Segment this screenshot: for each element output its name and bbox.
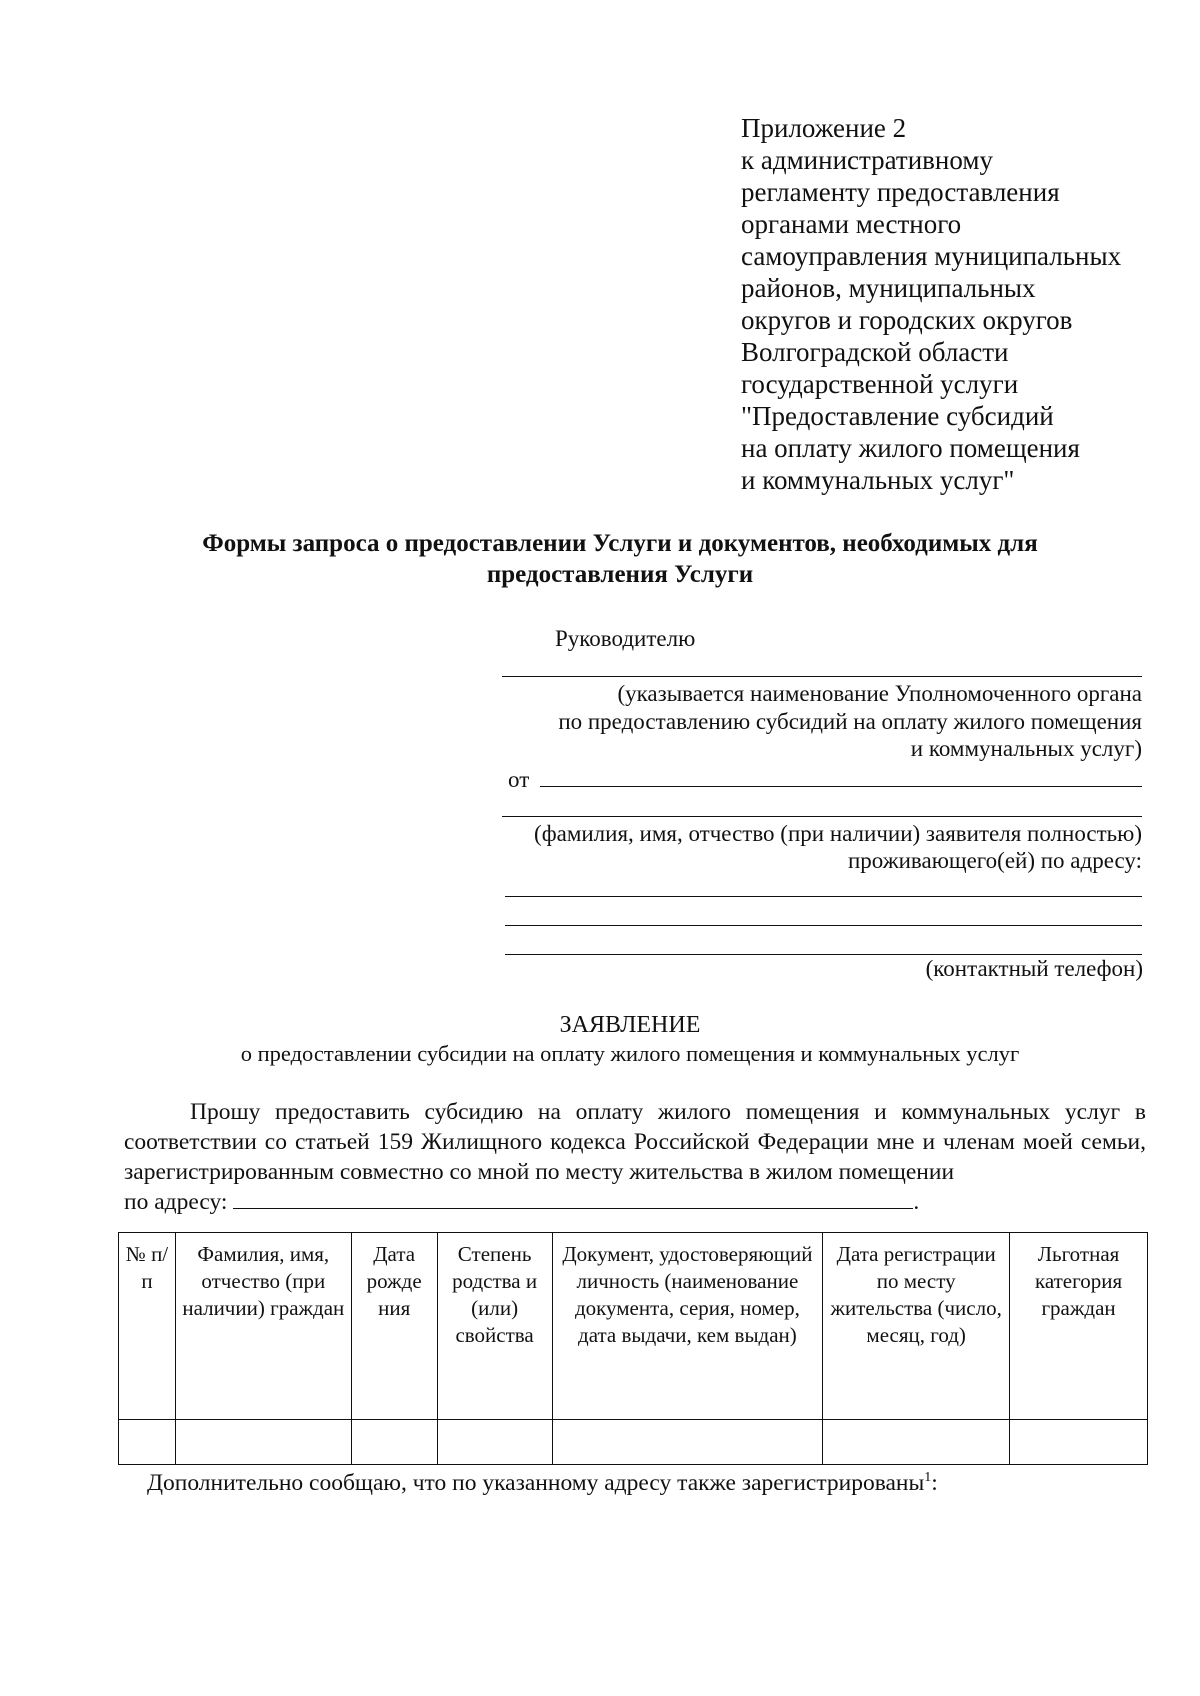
statement-heading: ЗАЯВЛЕНИЕ — [559, 1012, 701, 1038]
appendix-line: регламенту предоставления — [741, 177, 1060, 207]
organ-hint-1: (указывается наименование Уполномоченного органа — [617, 681, 1142, 706]
appendix-line: округов и городских округов — [741, 305, 1073, 335]
phone-hint: (контактный телефон) — [925, 956, 1143, 981]
statement-address-row — [124, 1187, 1146, 1217]
column-header: Степень родства и (или) свойства — [437, 1233, 552, 1420]
column-header: Дата рожде ния — [351, 1233, 437, 1420]
appendix-line: органами местного — [741, 209, 962, 239]
additional-suffix: : — [931, 1470, 938, 1496]
statement-subheading: о предоставлении субсидии на оплату жилого помещения и коммунальных услуг — [240, 1041, 1020, 1066]
column-header: Документ, удостоверяющий личность (наименование документа, серия, номер, дата выдачи, кем выдан) — [552, 1233, 823, 1420]
addressee-to: Руководителю — [555, 626, 696, 651]
statement-body — [124, 1097, 1146, 1217]
organ-name-field[interactable] — [502, 676, 1142, 677]
statement-text: Прошу предоставить субсидию на оплату жилого помещения и коммунальных услуг в соответствии со статьей 159 Жилищного кодекса Российской Федерации мне и членам моей семьи, зарегистрированным совместно со мной по месту жительства в жилом помещении — [124, 1099, 1146, 1185]
organ-hint-3: и коммунальных услуг) — [910, 736, 1142, 761]
applicant-name-field[interactable] — [540, 786, 1142, 787]
form-title-line-2: предоставления Услуги — [486, 561, 754, 588]
table-row — [119, 1420, 1148, 1465]
table-cell[interactable] — [823, 1420, 1010, 1465]
appendix-line: районов, муниципальных — [741, 273, 1036, 303]
column-header: № п/п — [119, 1233, 176, 1420]
appendix-line: государственной услуги — [741, 369, 1019, 399]
applicant-name-field-2[interactable] — [502, 816, 1142, 817]
appendix-line: и коммунальных услуг" — [741, 465, 1015, 495]
column-header: Льготная категория граждан — [1010, 1233, 1148, 1420]
appendix-line: самоуправления муниципальных — [741, 241, 1122, 271]
appendix-line: "Предоставление субсидий — [741, 401, 1054, 431]
appendix-line: на оплату жилого помещения — [741, 433, 1080, 463]
appendix-line: Волгоградской области — [741, 337, 1009, 367]
table-cell[interactable] — [175, 1420, 351, 1465]
table-header-row — [119, 1233, 1148, 1420]
table-cell[interactable] — [552, 1420, 823, 1465]
statement-address-end: . — [913, 1189, 920, 1215]
from-label: от — [508, 767, 530, 792]
name-hint: (фамилия, имя, отчество (при наличии) заявителя полностью) — [534, 821, 1142, 846]
table-cell[interactable] — [119, 1420, 176, 1465]
statement-address-field[interactable] — [233, 1188, 913, 1209]
footnote-mark: 1 — [924, 1470, 932, 1486]
appendix-line: Приложение 2 — [741, 113, 907, 143]
family-members-table — [118, 1232, 1148, 1465]
additional-info — [147, 1470, 938, 1497]
table-cell[interactable] — [351, 1420, 437, 1465]
column-header: Дата регистрации по месту жительства (число, месяц, год) — [823, 1233, 1010, 1420]
organ-hint-2: по предоставлению субсидий на оплату жилого помещения — [558, 709, 1142, 734]
form-title — [120, 528, 1120, 590]
appendix-block — [741, 112, 1121, 496]
column-header: Фамилия, имя, отчество (при наличии) граждан — [175, 1233, 351, 1420]
appendix-line: к административному — [741, 145, 993, 175]
statement-address-label: по адресу: — [124, 1189, 228, 1215]
address-label: проживающего(ей) по адресу: — [848, 848, 1142, 873]
form-title-line-1: Формы запроса о предоставлении Услуги и документов, необходимых для — [202, 530, 1038, 557]
address-field-2[interactable] — [505, 925, 1142, 926]
address-field-1[interactable] — [505, 896, 1142, 897]
table-cell[interactable] — [1010, 1420, 1148, 1465]
additional-text: Дополнительно сообщаю, что по указанному адресу также зарегистрированы — [147, 1470, 925, 1496]
table-cell[interactable] — [437, 1420, 552, 1465]
